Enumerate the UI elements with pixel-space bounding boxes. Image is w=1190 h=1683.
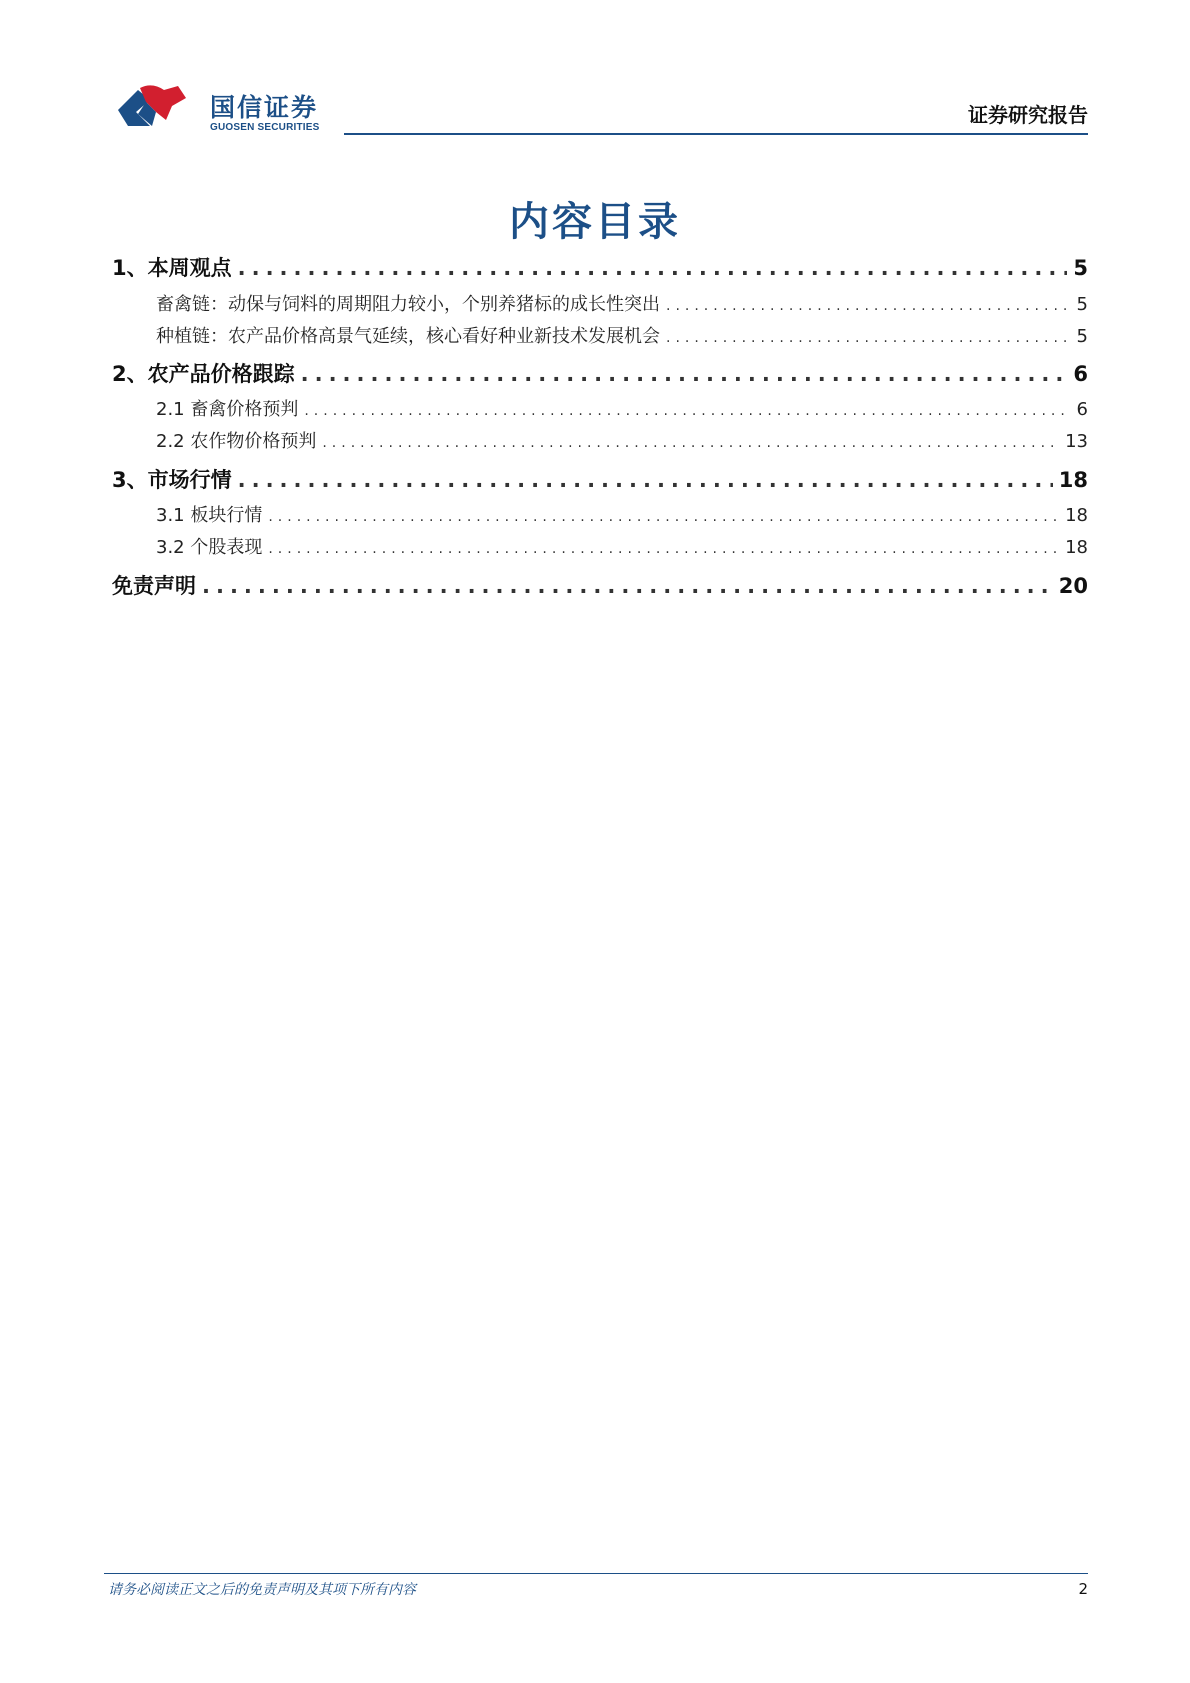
toc-entry-label: 3、市场行情 [112, 468, 232, 492]
toc-entry-page: 6 [1073, 362, 1088, 386]
toc-entry-label: 1、本周观点 [112, 256, 232, 280]
toc-entry-label: 3.1 板块行情 [156, 505, 263, 526]
toc-entry-label: 畜禽链：动保与饲料的周期阻力较小，个别养猪标的成长性突出 [156, 294, 660, 315]
toc-leader-dots [202, 574, 1053, 598]
toc-leader-dots [238, 468, 1053, 492]
toc-entry-2-2[interactable] [112, 427, 1088, 453]
toc-entry-3-2[interactable] [112, 533, 1088, 559]
logo-english-name: GUOSEN SECURITIES [210, 122, 320, 133]
logo-chinese-name: 国信证券 [210, 93, 319, 122]
footer-divider [104, 1573, 1088, 1574]
toc-entry-planting-chain[interactable] [112, 322, 1088, 348]
toc-entry-label: 2.1 畜禽价格预判 [156, 399, 299, 420]
toc-entry-page: 5 [1076, 294, 1088, 315]
toc-entry-label: 2、农产品价格跟踪 [112, 362, 295, 386]
toc-entry-label: 2.2 农作物价格预判 [156, 431, 317, 452]
toc-leader-dots [268, 509, 1059, 525]
toc-entry-section-1[interactable] [112, 252, 1088, 282]
footer-disclaimer-note: 请务必阅读正文之后的免责声明及其项下所有内容 [108, 1582, 416, 1598]
toc-entry-page: 18 [1065, 505, 1088, 526]
toc-leader-dots [666, 298, 1071, 314]
toc-entry-section-2[interactable] [112, 358, 1088, 388]
toc-entry-label: 免责声明 [112, 574, 196, 598]
toc-entry-disclaimer[interactable] [112, 570, 1088, 600]
page-header [0, 0, 1190, 140]
guosen-logo [116, 82, 336, 142]
toc-entry-page: 18 [1058, 468, 1088, 492]
toc-entry-page: 6 [1076, 399, 1088, 420]
toc-entry-label: 种植链：农产品价格高景气延续，核心看好种业新技术发展机会 [156, 326, 660, 347]
toc-entry-section-3[interactable] [112, 464, 1088, 494]
toc-leader-dots [322, 435, 1059, 451]
toc-entry-page: 5 [1073, 256, 1088, 280]
page-number: 2 [1078, 1580, 1088, 1598]
report-type-label: 证券研究报告 [968, 103, 1088, 127]
toc-leader-dots [238, 256, 1068, 280]
toc-entry-2-1[interactable] [112, 395, 1088, 421]
guosen-logo-mark-icon [116, 82, 206, 132]
toc-entry-page: 5 [1076, 326, 1088, 347]
toc-entry-livestock-chain[interactable] [112, 290, 1088, 316]
toc-entry-page: 20 [1058, 574, 1088, 598]
toc-leader-dots [666, 330, 1071, 346]
toc-entry-label: 3.2 个股表现 [156, 537, 263, 558]
toc-entry-page: 18 [1065, 537, 1088, 558]
header-divider [344, 133, 1088, 135]
toc-leader-dots [304, 403, 1070, 419]
toc-leader-dots [301, 362, 1068, 386]
toc-entry-page: 13 [1065, 431, 1088, 452]
toc-title: 内容目录 [509, 199, 681, 245]
toc-entry-3-1[interactable] [112, 501, 1088, 527]
toc-leader-dots [268, 541, 1059, 557]
